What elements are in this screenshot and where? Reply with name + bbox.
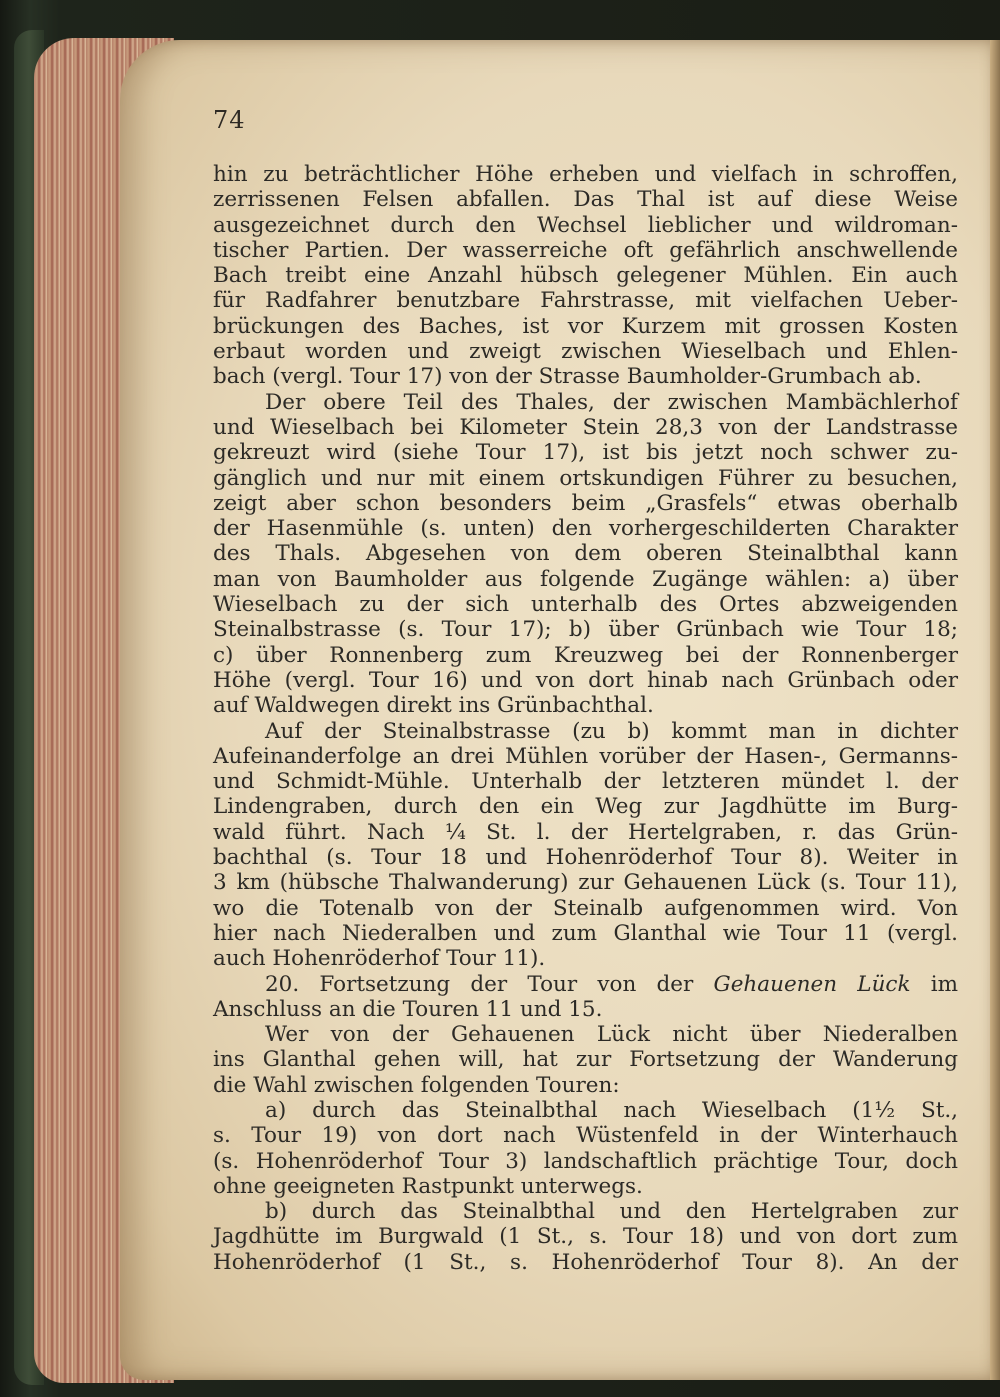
- text-line-content: ausgezeichnet durch den Wechsel lieblicher und wildroman-: [213, 212, 958, 238]
- text-line: [213, 820, 958, 845]
- text-line: [213, 617, 958, 642]
- text-line: [213, 238, 958, 263]
- text-line: [213, 1073, 958, 1098]
- text-line: [213, 1022, 958, 1047]
- text-line: [213, 896, 958, 921]
- text-line-content: man von Baumholder aus folgende Zugänge wählen: a) über: [213, 566, 958, 592]
- text-line-content: c) über Ronnenberg zum Kreuzweg bei der Ronnenberger: [213, 642, 958, 668]
- text-line: [213, 162, 958, 187]
- text-line-content: zerrissenen Felsen abfallen. Das Thal ist auf diese Weise: [213, 187, 958, 213]
- text-line-content: die Wahl zwischen folgenden Touren:: [213, 1072, 620, 1098]
- text-line: [213, 921, 958, 946]
- text-line-content: Wer von der Gehauenen Lück nicht über Niederalben: [265, 1022, 958, 1048]
- text-line: [213, 719, 958, 744]
- text-line: [213, 1250, 958, 1275]
- text-line: [213, 339, 958, 364]
- text-line: [213, 946, 958, 971]
- text-line-content: Lindengraben, durch den ein Weg zur Jagdhütte im Burg-: [213, 794, 958, 820]
- text-line-content: wald führt. Nach ¼ St. l. der Hertelgraben, r. das Grün-: [213, 819, 958, 845]
- text-line-content: Wieselbach zu der sich unterhalb des Ortes abzweigenden: [213, 592, 958, 618]
- text-line: [213, 187, 958, 212]
- text-line: [213, 1123, 958, 1148]
- text-line-content: tischer Partien. Der wasserreiche oft gefährlich anschwellende: [213, 237, 958, 263]
- text-line-content: Hohenröderhof (1 St., s. Hohenröderhof Tour 8). An der: [213, 1249, 958, 1275]
- text-line-content: und Schmidt-Mühle. Unterhalb der letzteren mündet l. der: [213, 769, 958, 795]
- text-line: [213, 997, 958, 1022]
- text-line: [213, 1174, 958, 1199]
- text-line: [213, 668, 958, 693]
- page-text: [213, 162, 958, 1275]
- text-line-content: ins Glanthal gehen will, hat zur Fortsetzung der Wanderung: [213, 1047, 958, 1073]
- text-line: [213, 491, 958, 516]
- text-line: [213, 769, 958, 794]
- text-line: [213, 1224, 958, 1249]
- text-line-content: auf Waldwegen direkt ins Grünbachthal.: [213, 693, 654, 719]
- text-line: [213, 466, 958, 491]
- text-line: [213, 693, 958, 718]
- text-line: [213, 845, 958, 870]
- text-line-content: für Radfahrer benutzbare Fahrstrasse, mit vielfachen Ueber-: [213, 288, 958, 314]
- page-number: 74: [213, 106, 246, 134]
- text-line: [213, 415, 958, 440]
- text-line-content: s. Tour 19) von dort nach Wüstenfeld in der Winterhauch: [213, 1123, 958, 1149]
- text-line-content: Bach treibt eine Anzahl hübsch gelegener Mühlen. Ein auch: [213, 263, 958, 289]
- text-line: [213, 567, 958, 592]
- text-line-content: des Thals. Abgesehen von dem oberen Steinalbthal kann: [213, 541, 958, 567]
- text-line-content: wo die Totenalb von der Steinalb aufgenommen wird. Von: [213, 895, 958, 921]
- text-line-content: ohne geeigneten Rastpunkt unterwegs.: [213, 1173, 643, 1199]
- text-line-content: zeigt aber schon besonders beim „Grasfels“ etwas oberhalb: [213, 490, 958, 516]
- text-line: [213, 592, 958, 617]
- text-line-content: b) durch das Steinalbthal und den Hertelgraben zur: [265, 1199, 958, 1225]
- text-line: [213, 288, 958, 313]
- text-line-content: Der obere Teil des Thales, der zwischen Mambächlerhof: [265, 389, 958, 415]
- text-line-content: bach (vergl. Tour 17) von der Strasse Baumholder-Grumbach ab.: [213, 364, 922, 390]
- text-line-content: der Hasenmühle (s. unten) den vorhergeschilderten Charakter: [213, 516, 958, 542]
- text-line-content: Jagdhütte im Burgwald (1 St., s. Tour 18) und von dort zum: [213, 1224, 958, 1250]
- text-line: [213, 870, 958, 895]
- text-line-content: gekreuzt wird (siehe Tour 17), ist bis jetzt noch schwer zu-: [213, 440, 958, 466]
- text-line: [213, 972, 958, 997]
- text-line: [213, 541, 958, 566]
- text-line-content: erbaut worden und zweigt zwischen Wieselbach und Ehlen-: [213, 339, 958, 365]
- text-line: [213, 1098, 958, 1123]
- text-line: [213, 794, 958, 819]
- text-line: [213, 1047, 958, 1072]
- text-line: [213, 390, 958, 415]
- text-line: [213, 1199, 958, 1224]
- text-line-content: 20. Fortsetzung der Tour von der: [265, 971, 694, 997]
- text-line-content: a) durch das Steinalbthal nach Wieselbach (1½ St.,: [265, 1097, 958, 1123]
- text-line-content: Steinalbstrasse (s. Tour 17); b) über Grünbach wie Tour 18;: [213, 617, 958, 643]
- text-line: [213, 364, 958, 389]
- text-line-content: Auf der Steinalbstrasse (zu b) kommt man in dichter: [265, 718, 958, 744]
- text-line: [213, 440, 958, 465]
- text-line-content: (s. Hohenröderhof Tour 3) landschaftlich prächtige Tour, doch: [213, 1148, 958, 1174]
- text-line-content: und Wieselbach bei Kilometer Stein 28,3 von der Landstrasse: [213, 414, 958, 440]
- text-line: [213, 516, 958, 541]
- text-line-content: brückungen des Baches, ist vor Kurzem mit grossen Kosten: [213, 313, 958, 339]
- text-line: [213, 1149, 958, 1174]
- text-line: [213, 263, 958, 288]
- text-line-content: im: [930, 971, 958, 997]
- text-line-content: Anschluss an die Touren 11 und 15.: [213, 996, 603, 1022]
- text-line: [213, 314, 958, 339]
- text-line-content: gänglich und nur mit einem ortskundigen Führer zu besuchen,: [213, 465, 958, 491]
- text-line-content: auch Hohenröderhof Tour 11).: [213, 946, 546, 972]
- italic-place-name: Gehauenen Lück: [713, 971, 911, 997]
- text-line-content: 3 km (hübsche Thalwanderung) zur Gehauenen Lück (s. Tour 11),: [213, 870, 958, 896]
- text-line: [213, 643, 958, 668]
- page-right-edge: [990, 40, 1000, 1380]
- text-line-content: Aufeinanderfolge an drei Mühlen vorüber der Hasen-, Germanns-: [213, 743, 958, 769]
- text-line: [213, 744, 958, 769]
- text-line-content: bachthal (s. Tour 18 und Hohenröderhof Tour 8). Weiter in: [213, 845, 958, 871]
- text-line-content: hin zu beträchtlicher Höhe erheben und vielfach in schroffen,: [213, 162, 958, 187]
- text-line-content: hier nach Niederalben und zum Glanthal wie Tour 11 (vergl.: [213, 920, 958, 946]
- text-line-content: Höhe (vergl. Tour 16) und von dort hinab nach Grünbach oder: [213, 667, 958, 693]
- text-line: [213, 213, 958, 238]
